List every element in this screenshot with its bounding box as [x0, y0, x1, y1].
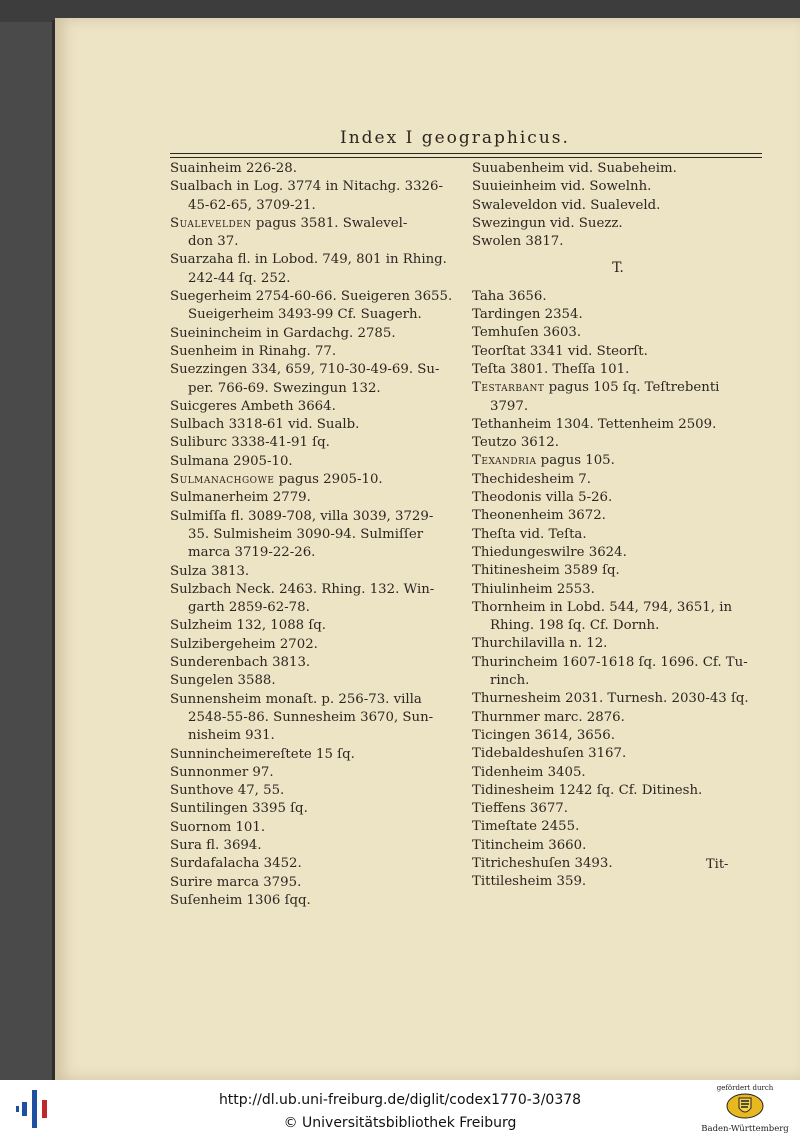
- index-entry: [472, 873, 764, 891]
- index-entry: [472, 324, 764, 342]
- entry-text: Titricheshuſen 3493.: [472, 855, 613, 871]
- index-entry: [170, 471, 462, 489]
- index-entry: [472, 233, 764, 251]
- index-entry: [170, 325, 462, 343]
- index-entry-continuation: [170, 544, 462, 562]
- entry-text: Temhuſen 3603.: [472, 325, 582, 341]
- entry-text: Tardingen 2354.: [472, 307, 583, 323]
- index-entry: [170, 361, 462, 379]
- index-entry: [170, 617, 462, 635]
- index-entry: [170, 782, 462, 800]
- entry-text: per. 766-69. Swezingun 132.: [188, 380, 381, 396]
- index-entry-continuation: [472, 672, 764, 690]
- entry-text: Sulzibergeheim 2702.: [170, 636, 318, 652]
- index-entry: [472, 343, 764, 361]
- index-entry: [472, 818, 764, 836]
- entry-text: Suornom 101.: [170, 819, 266, 835]
- sponsor-block: [690, 1082, 800, 1137]
- entry-text: Sualbach in Log. 3774 in Nitachg. 3326-: [170, 179, 443, 195]
- index-entry: [472, 452, 764, 470]
- index-entry: [170, 398, 462, 416]
- index-entry: [170, 489, 462, 507]
- entry-text: Suliburc 3338-41-91 ſq.: [170, 435, 330, 451]
- entry-text: Theſta vid. Teſta.: [472, 526, 587, 542]
- entry-text: Thitinesheim 3589 ſq.: [472, 563, 620, 579]
- entry-text: Sueigerheim 3493-99 Cf. Suagerh.: [188, 307, 422, 323]
- entry-text: Sulmana 2905-10.: [170, 453, 293, 469]
- entry-text: Sunnonmer 97.: [170, 764, 274, 780]
- index-entry: [472, 709, 764, 727]
- entry-text: Thurnesheim 2031. Turnesh. 2030-43 ſq.: [472, 691, 749, 707]
- index-entry: [170, 288, 462, 306]
- entry-text: Thiulinheim 2553.: [472, 581, 595, 597]
- entry-text: Tidebaldeshuſen 3167.: [472, 746, 627, 762]
- entry-text: Teſta 3801. Theſſa 101.: [472, 361, 630, 377]
- index-entry: [170, 764, 462, 782]
- index-entry-continuation: [170, 233, 462, 251]
- footer-copyright: © Universitätsbibliothek Freiburg: [283, 1115, 517, 1131]
- index-entry: [170, 343, 462, 361]
- index-entry: [472, 507, 764, 525]
- index-entry: [170, 837, 462, 855]
- entry-text: Thiedungeswilre 3624.: [472, 544, 627, 560]
- index-entry: [472, 782, 764, 800]
- index-entry: [472, 727, 764, 745]
- index-entry: [170, 819, 462, 837]
- entry-text: Theonenheim 3672.: [472, 508, 606, 524]
- entry-text: Swaleveldon vid. Sualeveld.: [472, 197, 661, 213]
- entry-text: 35. Sulmisheim 3090-94. Sulmiſſer: [188, 526, 424, 542]
- index-entry-continuation: [170, 709, 462, 727]
- entry-text: Teutzo 3612.: [472, 435, 559, 451]
- state-coat-of-arms-icon: [690, 1092, 800, 1124]
- index-entry: [472, 745, 764, 763]
- entry-text: Tieffens 3677.: [472, 801, 568, 817]
- index-entry: [472, 178, 764, 196]
- index-entry: [472, 800, 764, 818]
- entry-text: Suntilingen 3395 ſq.: [170, 801, 308, 817]
- entry-text: Surire marca 3795.: [170, 874, 302, 890]
- index-entry: [472, 288, 764, 306]
- entry-text: Suuieinheim vid. Sowelnh.: [472, 179, 652, 195]
- viewer-footer: [0, 1080, 800, 1137]
- index-entry: [472, 160, 764, 178]
- entry-text: Sulmanerheim 2779.: [170, 490, 311, 506]
- index-entry: [170, 746, 462, 764]
- index-entry-continuation: [170, 270, 462, 288]
- right-column-s-entries: [472, 160, 764, 251]
- index-entry: [472, 215, 764, 233]
- entry-text: Thurnmer marc. 2876.: [472, 709, 625, 725]
- index-entry: [170, 654, 462, 672]
- entry-text: Sulbach 3318-61 vid. Sualb.: [170, 417, 360, 433]
- entry-text: 2548-55-86. Sunnesheim 3670, Sun-: [188, 709, 434, 725]
- index-entry-continuation: [472, 617, 764, 635]
- entry-text: Ticingen 3614, 3656.: [472, 727, 615, 743]
- index-entry: [472, 526, 764, 544]
- index-entry: [472, 361, 764, 379]
- index-entry: [170, 892, 462, 910]
- header-title: Index I geographicus.: [340, 128, 570, 148]
- right-column-t-entries: [472, 288, 764, 892]
- index-entry: [472, 562, 764, 580]
- entry-text: Tidenheim 3405.: [472, 764, 586, 780]
- index-entry: [170, 508, 462, 526]
- sponsor-label: gefördert durch: [716, 1084, 774, 1092]
- index-entry: [170, 563, 462, 581]
- section-letter-t: T.: [612, 260, 624, 277]
- entry-text: Rhing. 198 ſq. Cf. Dornh.: [490, 618, 660, 634]
- index-column-right: [472, 160, 764, 892]
- index-entry: [472, 581, 764, 599]
- entry-text: rinch.: [490, 673, 530, 689]
- entry-text: Swolen 3817.: [472, 234, 564, 250]
- pagus-name: Sualevelden: [170, 215, 252, 231]
- entry-text: Sunthove 47, 55.: [170, 783, 285, 799]
- entry-text: nisheim 931.: [188, 728, 275, 744]
- entry-text: Suegerheim 2754-60-66. Sueigeren 3655.: [170, 289, 453, 305]
- entry-text: pagus 2905-10.: [274, 472, 383, 488]
- footer-url-link[interactable]: http://dl.ub.uni-freiburg.de/diglit/codex1770-3/0378: [218, 1092, 582, 1108]
- index-entry-continuation: [170, 306, 462, 324]
- entry-text: Thornheim in Lobd. 544, 794, 3651, in: [472, 599, 733, 615]
- index-entry-continuation: [472, 398, 764, 416]
- index-entry: [472, 635, 764, 653]
- entry-text: Suainheim 226-28.: [170, 161, 297, 176]
- index-entry: [472, 544, 764, 562]
- entry-text: Sulzheim 132, 1088 ſq.: [170, 618, 327, 634]
- entry-text: Sulzbach Neck. 2463. Rhing. 132. Win-: [170, 581, 435, 597]
- entry-text: Surdafalacha 3452.: [170, 856, 302, 872]
- entry-text: garth 2859-62-78.: [188, 600, 310, 616]
- entry-text: Sulmiſſa fl. 3089-708, villa 3039, 3729-: [170, 508, 434, 524]
- index-entry: [472, 434, 764, 452]
- entry-text: Teorſtat 3341 vid. Steorſt.: [472, 343, 648, 359]
- entry-text: 45-62-65, 3709-21.: [188, 197, 316, 213]
- index-column-left: [170, 160, 462, 910]
- pagus-name: Texandria: [472, 453, 537, 469]
- entry-text: 242-44 ſq. 252.: [188, 270, 291, 286]
- index-entry: [170, 160, 462, 178]
- entry-text: Sunnensheim monaſt. p. 256-73. villa: [170, 691, 422, 707]
- entry-text: Sungelen 3588.: [170, 673, 276, 689]
- index-entry: [170, 416, 462, 434]
- entry-text: Sunderenbach 3813.: [170, 655, 311, 671]
- entry-text: Thurincheim 1607-1618 ſq. 1696. Cf. Tu-: [472, 654, 748, 670]
- header-rule: [170, 153, 762, 158]
- entry-text: Tethanheim 1304. Tettenheim 2509.: [472, 416, 717, 432]
- index-entry: [472, 471, 764, 489]
- index-entry: [170, 581, 462, 599]
- pagus-name: Testarbant: [472, 380, 545, 396]
- index-entry: [472, 837, 764, 855]
- entry-text: Sunnincheimereſtete 15 ſq.: [170, 746, 355, 762]
- entry-text: marca 3719-22-26.: [188, 545, 316, 561]
- index-entry: [170, 855, 462, 873]
- index-entry-continuation: [170, 599, 462, 617]
- entry-text: Suezzingen 334, 659, 710-30-49-69. Su-: [170, 362, 440, 378]
- entry-text: Sulza 3813.: [170, 563, 250, 579]
- entry-text: Thurchilavilla n. 12.: [472, 636, 608, 652]
- entry-text: Theodonis villa 5-26.: [472, 490, 613, 506]
- index-entry: [472, 306, 764, 324]
- entry-text: 3797.: [490, 398, 529, 414]
- index-entry-continuation: [170, 727, 462, 745]
- entry-text: Suenheim in Rinahg. 77.: [170, 343, 337, 359]
- index-entry: [170, 672, 462, 690]
- entry-text: Titincheim 3660.: [472, 837, 587, 853]
- entry-text: Suicgeres Ambeth 3664.: [170, 398, 336, 414]
- index-entry: [170, 874, 462, 892]
- index-entry: [472, 379, 764, 397]
- index-entry: [472, 654, 764, 672]
- index-entry: [472, 197, 764, 215]
- pagus-name: Sulmanachgowe: [170, 472, 275, 488]
- index-entry: [472, 599, 764, 617]
- entry-text: pagus 105.: [536, 453, 615, 469]
- entry-text: Suſenheim 1306 ſqq.: [170, 892, 311, 908]
- catchword: Tit-: [706, 857, 729, 872]
- index-entry-continuation: [170, 197, 462, 215]
- entry-text: pagus 105 ſq. Teſtrebenti: [544, 380, 720, 396]
- page-header: [340, 128, 760, 148]
- index-entry: [170, 215, 462, 233]
- index-entry: [170, 453, 462, 471]
- sponsor-name: Baden-Württemberg: [701, 1124, 789, 1134]
- index-entry: [472, 690, 764, 708]
- entry-text: don 37.: [188, 234, 239, 250]
- entry-text: Tidinesheim 1242 ſq. Cf. Ditinesh.: [472, 782, 703, 798]
- entry-text: Timeſtate 2455.: [472, 819, 580, 835]
- index-entry-continuation: [170, 380, 462, 398]
- index-entry: [472, 764, 764, 782]
- entry-text: pagus 3581. Swalevel-: [251, 215, 408, 231]
- entry-text: Swezingun vid. Suezz.: [472, 215, 623, 231]
- index-entry: [472, 416, 764, 434]
- entry-text: Sura fl. 3694.: [170, 837, 262, 853]
- entry-text: Thechidesheim 7.: [472, 471, 591, 487]
- index-entry-continuation: [170, 526, 462, 544]
- index-entry: [170, 251, 462, 269]
- entry-text: Tittilesheim 359.: [472, 874, 587, 890]
- index-entry: [472, 489, 764, 507]
- index-entry: [170, 178, 462, 196]
- entry-text: Suarzaha fl. in Lobod. 749, 801 in Rhing.: [170, 252, 447, 268]
- index-entry: [170, 691, 462, 709]
- entry-text: Suuabenheim vid. Suabeheim.: [472, 161, 677, 176]
- index-entry: [170, 636, 462, 654]
- index-entry: [170, 800, 462, 818]
- index-entry: [170, 434, 462, 452]
- entry-text: Sueinincheim in Gardachg. 2785.: [170, 325, 396, 341]
- entry-text: Taha 3656.: [472, 288, 547, 304]
